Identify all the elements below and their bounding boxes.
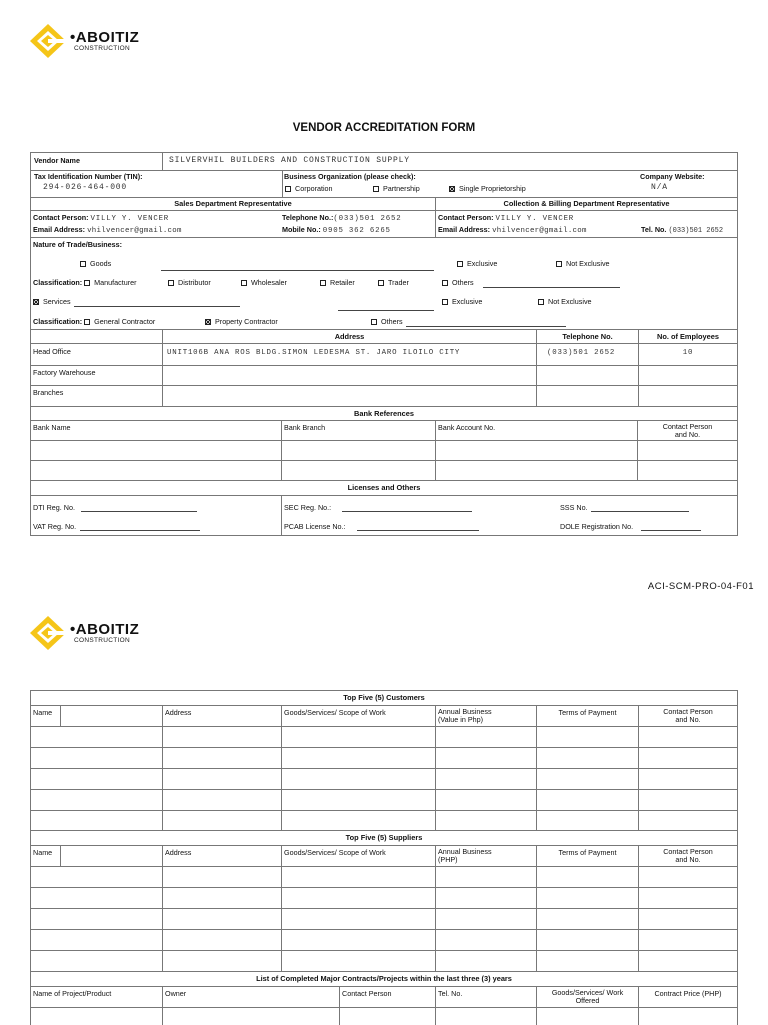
checkbox-icon[interactable] — [371, 319, 377, 325]
checked-checkbox-icon[interactable] — [33, 299, 39, 305]
document-code: ACI-SCM-PRO-04-F01 — [647, 581, 754, 592]
sales-contact-value[interactable]: VILLY Y. VENCER — [90, 215, 170, 223]
bank-row — [31, 461, 737, 481]
customer-row — [31, 748, 737, 769]
checked-checkbox-icon[interactable] — [449, 186, 455, 192]
address-row-factory: Factory Warehouse — [31, 366, 737, 386]
address-row-branches: Branches — [31, 386, 737, 407]
checkbox-icon[interactable] — [168, 280, 174, 286]
sales-email-value[interactable]: vhilvencer@gmail.com — [87, 227, 182, 235]
checkbox-icon[interactable] — [538, 299, 544, 305]
checkbox-icon[interactable] — [241, 280, 247, 286]
address-row-head-office: Head Office UNIT106B ANA ROS BLDG.SIMON LEDESMA ST. JARO ILOILO CITY (033)501 2652 10 — [31, 344, 737, 366]
billing-tel-value[interactable]: (033)501 2652 — [668, 227, 724, 235]
company-logo: •ABOITIZ CONSTRUCTION — [28, 614, 139, 652]
customers-cols-row: Name Address Goods/Services/ Scope of Work Annual Business (Value in Php) Terms of Payment Contact Person and No. — [31, 706, 737, 727]
supplier-row — [31, 888, 737, 909]
checkbox-icon[interactable] — [373, 186, 379, 192]
vendor-name-label: Vendor Name — [34, 156, 80, 165]
head-office-employees[interactable]: 10 — [682, 349, 694, 357]
projects-cols-row: Name of Project/Product Owner Contact Person Tel. No. Goods/Services/ Work Offered Contract Price (PHP) — [31, 987, 737, 1008]
logo-brand: ABOITIZ — [75, 28, 140, 46]
checked-checkbox-icon[interactable] — [205, 319, 211, 325]
billing-contact-value[interactable]: VILLY Y. VENCER — [495, 215, 575, 223]
aboitiz-logo-icon — [28, 614, 68, 652]
licenses-header-row — [31, 481, 737, 496]
project-row — [31, 1008, 737, 1025]
checkbox-icon[interactable] — [84, 319, 90, 325]
rep-header-row — [31, 198, 737, 211]
supplier-row — [31, 867, 737, 888]
nature-row: Nature of Trade/Business: Goods Exclusive Not Exclusive Classification: Manufacturer Distributor Wholesaler Retailer Trader Others Services Exclusive Not Exclusive Classification: General Contractor Property Contractor Others — [31, 238, 737, 330]
sales-tel-value[interactable]: (033)501 2652 — [333, 215, 402, 223]
customer-row — [31, 769, 737, 790]
customer-row — [31, 790, 737, 811]
tin-value[interactable]: 294-026-464-000 — [43, 183, 128, 192]
projects-header: List of Completed Major Contracts/Projects within the last three (3) years — [256, 974, 512, 983]
bank-header-row — [31, 407, 737, 421]
checkbox-icon[interactable] — [556, 261, 562, 267]
head-office-address[interactable]: UNIT106B ANA ROS BLDG.SIMON LEDESMA ST. JARO ILOILO CITY — [167, 349, 461, 357]
supplier-row — [31, 951, 737, 972]
checkbox-icon[interactable] — [378, 280, 384, 286]
aboitiz-logo-icon — [28, 22, 68, 60]
rep-row: Contact Person: VILLY Y. VENCER Email Address: vhilvencer@gmail.com Telephone No.:(033)501 2652 Mobile No.: 0905 362 6265 Contact Person: VILLY Y. VENCER Email Address: vhilvencer@gmail.com Tel. No. (033)501 2652 — [31, 211, 737, 238]
company-logo: •ABOITIZ CONSTRUCTION — [28, 22, 139, 60]
biz-org-single[interactable]: Single Proprietorship — [449, 185, 526, 193]
suppliers-cols-row: Name Address Goods/Services/ Scope of Work Annual Business (PHP) Terms of Payment Contact Person and No. — [31, 846, 737, 867]
bank-cols-row: Bank Name Bank Branch Bank Account No. Contact Person and No. — [31, 421, 737, 441]
tin-row — [31, 171, 737, 198]
customer-row — [31, 811, 737, 831]
checkbox-icon[interactable] — [442, 280, 448, 286]
suppliers-header: Top Five (5) Suppliers — [345, 833, 423, 842]
logo-brand: ABOITIZ — [75, 620, 140, 638]
website-label: Company Website: — [640, 172, 705, 181]
bank-row — [31, 441, 737, 461]
checkbox-icon[interactable] — [80, 261, 86, 267]
customers-header: Top Five (5) Customers — [343, 693, 425, 702]
suppliers-header-row — [31, 831, 737, 846]
billing-rep-header: Collection & Billing Department Representative — [503, 199, 670, 208]
vendor-name-value[interactable]: SILVERVHIL BUILDERS AND CONSTRUCTION SUPPLY — [169, 156, 410, 165]
customer-row — [31, 727, 737, 748]
head-office-tel[interactable]: (033)501 2652 — [547, 349, 616, 357]
logo-sub: CONSTRUCTION — [74, 636, 130, 644]
projects-header-row — [31, 972, 737, 987]
sales-mobile-value[interactable]: 0905 362 6265 — [322, 227, 391, 235]
references-form — [30, 690, 738, 1025]
form-title: VENDOR ACCREDITATION FORM — [292, 122, 476, 134]
checkbox-icon[interactable] — [285, 186, 291, 192]
licenses-row: DTI Reg. No. VAT Reg. No. SEC Reg. No.: PCAB License No.: SSS No. DOLE Registration No. — [31, 496, 737, 535]
supplier-row — [31, 909, 737, 930]
billing-email-value[interactable]: vhilvencer@gmail.com — [492, 227, 587, 235]
customers-header-row — [31, 691, 737, 706]
website-value[interactable]: N/A — [651, 183, 668, 192]
checkbox-icon[interactable] — [84, 280, 90, 286]
checkbox-icon[interactable] — [457, 261, 463, 267]
biz-org-partnership[interactable]: Partnership — [373, 185, 420, 193]
address-header-row: Address Telephone No. No. of Employees — [31, 330, 737, 344]
vendor-name-row — [31, 153, 737, 171]
nature-label: Nature of Trade/Business: — [33, 240, 123, 249]
logo-sub: CONSTRUCTION — [74, 44, 130, 52]
licenses-header: Licenses and Others — [347, 483, 421, 492]
tin-label: Tax Identification Number (TIN): — [34, 172, 143, 181]
bank-header: Bank References — [354, 409, 414, 418]
checkbox-icon[interactable] — [442, 299, 448, 305]
biz-org-label: Business Organization (please check): — [284, 172, 416, 181]
vendor-form — [30, 152, 738, 536]
biz-org-corporation[interactable]: Corporation — [285, 185, 333, 193]
sales-rep-header: Sales Department Representative — [174, 199, 292, 208]
supplier-row — [31, 930, 737, 951]
checkbox-icon[interactable] — [320, 280, 326, 286]
